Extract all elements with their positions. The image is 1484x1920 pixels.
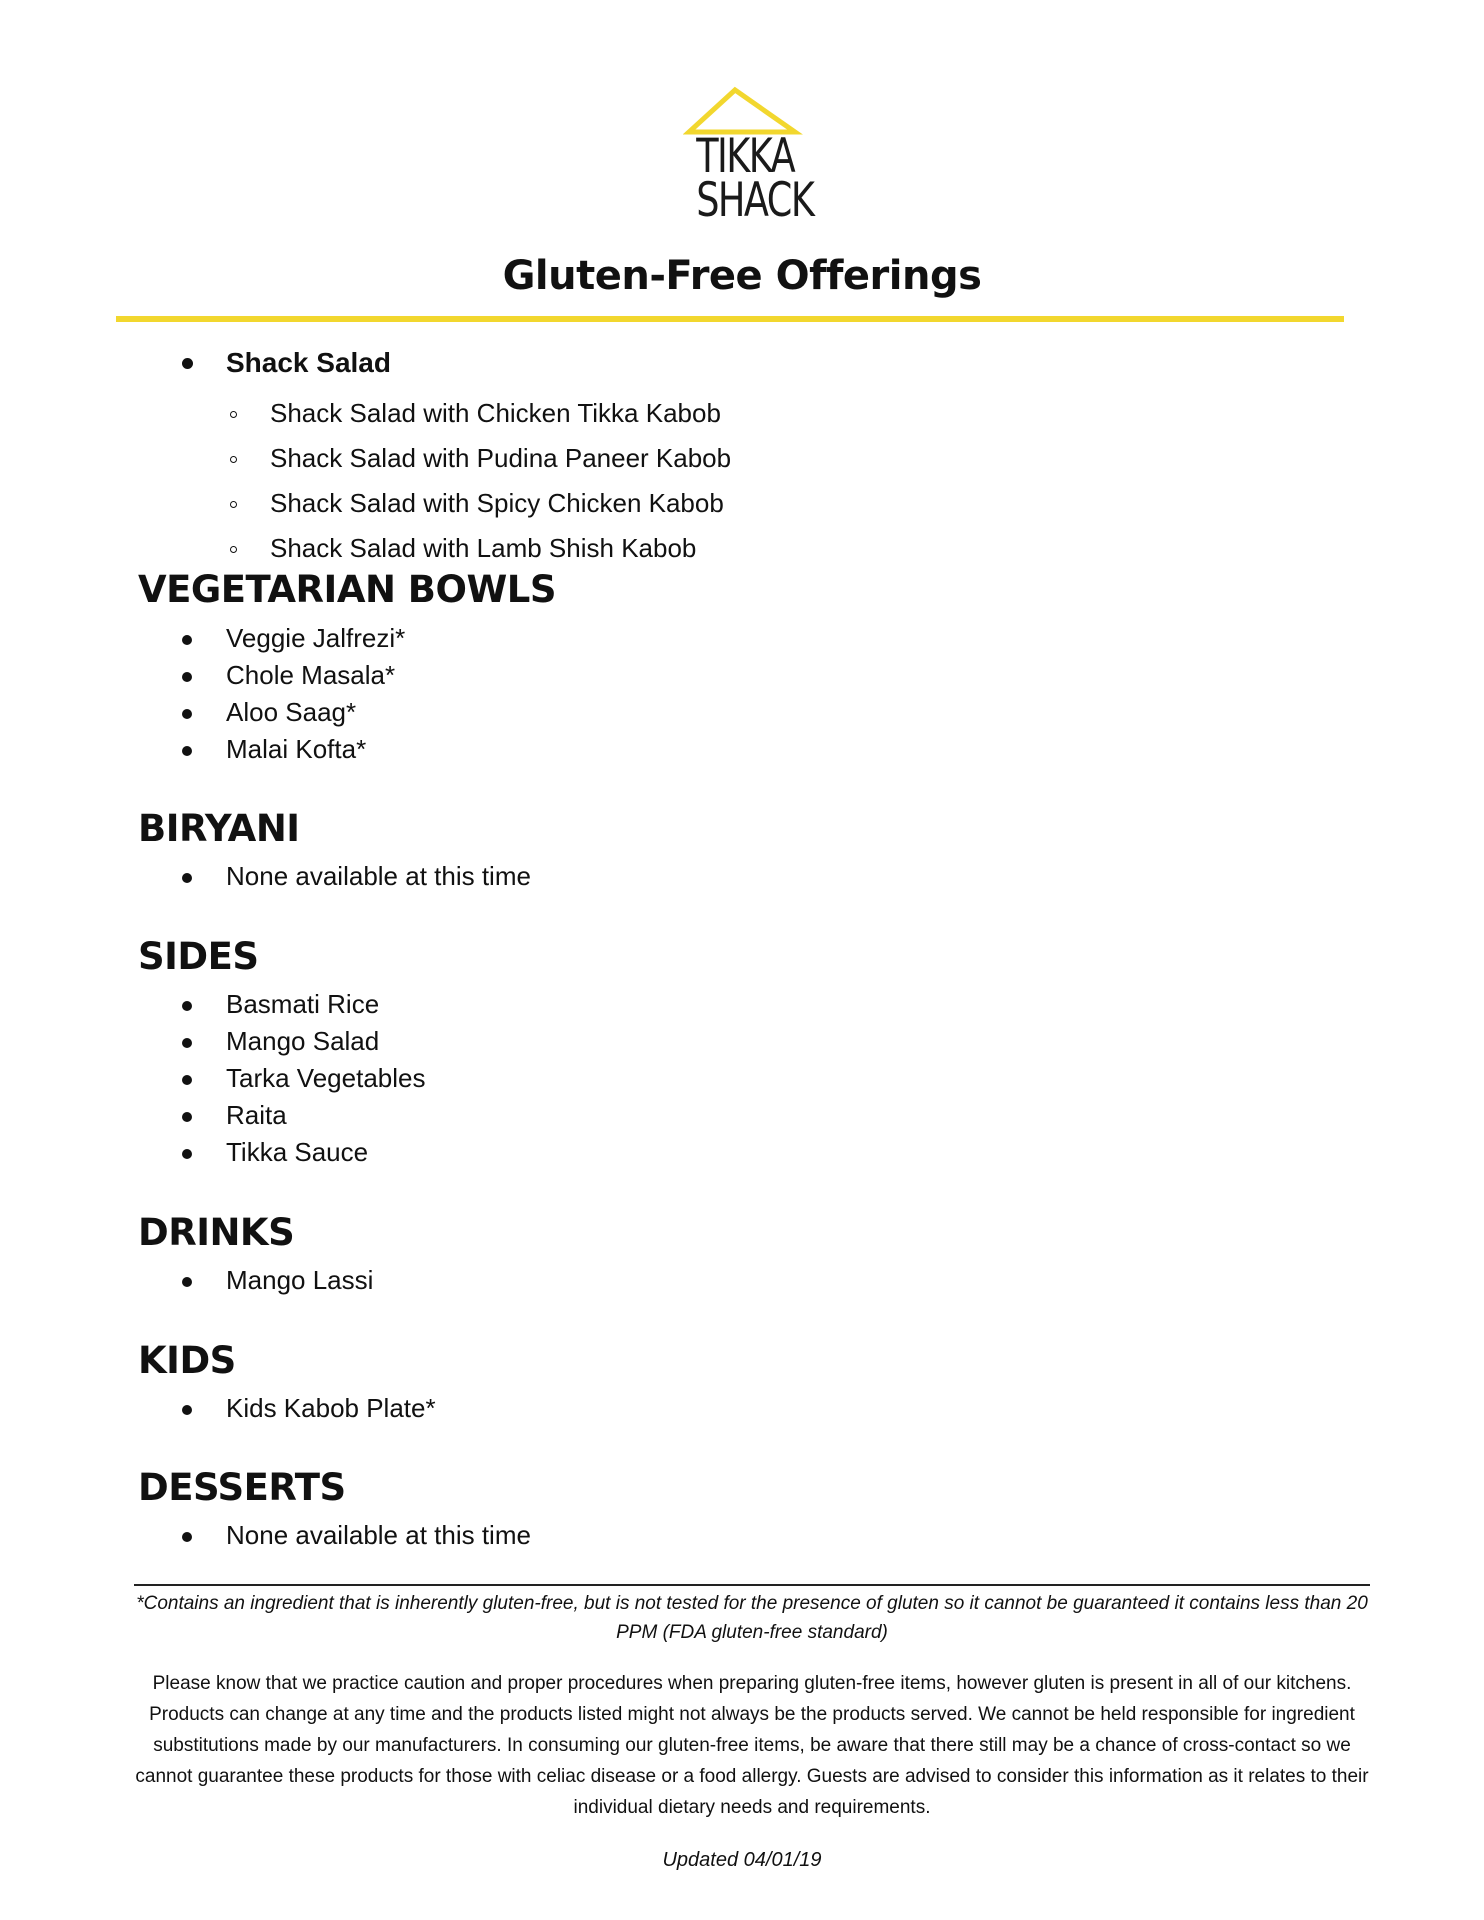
item-label: None available at this time xyxy=(226,1520,531,1550)
footer-divider xyxy=(134,1584,1370,1586)
list-item xyxy=(0,1262,373,1299)
sides-list xyxy=(0,986,425,1171)
list-item xyxy=(0,731,405,768)
bullet-icon xyxy=(182,1277,192,1287)
item-label: Kids Kabob Plate* xyxy=(226,1393,436,1423)
list-item xyxy=(0,1134,425,1171)
circle-bullet-icon xyxy=(230,411,237,418)
page-title: Gluten-Free Offerings xyxy=(502,253,982,299)
list-item xyxy=(0,1060,425,1097)
list-item xyxy=(0,436,731,481)
circle-bullet-icon xyxy=(230,501,237,508)
bullet-icon xyxy=(182,635,192,645)
list-item xyxy=(0,620,405,657)
list-item xyxy=(0,1517,531,1554)
item-label: Shack Salad with Chicken Tikka Kabob xyxy=(270,398,721,428)
item-label: Mango Lassi xyxy=(226,1265,374,1295)
tikka-shack-logo xyxy=(683,86,814,230)
vegetarian-bowls-list xyxy=(0,620,405,768)
section-heading-desserts: DESSERTS xyxy=(138,1466,346,1509)
item-label: Tarka Vegetables xyxy=(226,1063,426,1093)
item-label: Veggie Jalfrezi* xyxy=(226,623,406,653)
list-item xyxy=(0,391,731,436)
drinks-list xyxy=(0,1262,373,1299)
list-item xyxy=(0,1097,425,1134)
section-heading-sides: SIDES xyxy=(138,935,259,978)
bullet-icon xyxy=(182,1532,192,1542)
allergy-disclaimer: Please know that we practice caution and proper procedures when preparing gluten-free items, however gluten is present in all of our kitchens. Products can change at any time and the products listed might not always be the products served. We cannot be held responsible for ingredient substitutions made by our manufacturers. In consuming our gluten-free items, be aware that there still may be a chance of cross-contact so we cannot guarantee these products for those with celiac disease or a food allergy. Guests are advised to consider this information as it relates to their individual dietary needs and requirements. xyxy=(135,1673,1369,1818)
section-heading-biryani: BIRYANI xyxy=(138,807,300,850)
bullet-icon xyxy=(182,358,193,369)
section-heading-drinks: DRINKS xyxy=(138,1211,295,1254)
item-label: Shack Salad with Lamb Shish Kabob xyxy=(270,533,697,563)
bullet-icon xyxy=(182,1112,192,1122)
logo-text-line1: TIKKA xyxy=(696,129,795,184)
shack-salad-heading: Shack Salad xyxy=(226,347,391,378)
biryani-list xyxy=(0,858,531,895)
item-label: Shack Salad with Spicy Chicken Kabob xyxy=(270,488,724,518)
item-label: Aloo Saag* xyxy=(226,697,357,727)
circle-bullet-icon xyxy=(230,456,237,463)
bullet-icon xyxy=(182,1149,192,1159)
list-item xyxy=(0,1390,436,1427)
item-label: Malai Kofta* xyxy=(226,734,367,764)
shack-salad-list xyxy=(0,391,731,571)
circle-bullet-icon xyxy=(230,546,237,553)
item-label: Basmati Rice xyxy=(226,989,380,1019)
kids-list xyxy=(0,1390,436,1427)
list-item xyxy=(0,694,405,731)
list-item xyxy=(0,986,425,1023)
section-heading-kids: KIDS xyxy=(138,1339,236,1382)
item-label: Shack Salad with Pudina Paneer Kabob xyxy=(270,443,732,473)
list-item xyxy=(0,657,405,694)
bullet-icon xyxy=(182,873,192,883)
desserts-list xyxy=(0,1517,531,1554)
title-underline xyxy=(116,316,1344,322)
list-item xyxy=(0,526,731,571)
bullet-icon xyxy=(182,1001,192,1011)
item-label: Raita xyxy=(226,1100,287,1130)
item-label: Chole Masala* xyxy=(226,660,396,690)
item-label: Mango Salad xyxy=(226,1026,380,1056)
list-item xyxy=(0,1023,425,1060)
bullet-icon xyxy=(182,672,192,682)
bullet-icon xyxy=(182,1075,192,1085)
bullet-icon xyxy=(182,1405,192,1415)
logo-text-line2: SHACK xyxy=(696,173,814,228)
list-item xyxy=(0,858,531,895)
section-heading-vegetarian-bowls: VEGETARIAN BOWLS xyxy=(138,568,556,611)
bullet-icon xyxy=(182,1038,192,1048)
list-item xyxy=(0,481,731,526)
item-label: None available at this time xyxy=(226,861,531,891)
bullet-icon xyxy=(182,709,192,719)
updated-date: Updated 04/01/19 xyxy=(662,1849,822,1871)
gluten-footnote: *Contains an ingredient that is inherently gluten-free, but is not tested for the presence of gluten so it cannot be guaranteed it contains less than 20 PPM (FDA gluten-free standard) xyxy=(136,1593,1368,1643)
bullet-icon xyxy=(182,746,192,756)
item-label: Tikka Sauce xyxy=(226,1137,369,1167)
